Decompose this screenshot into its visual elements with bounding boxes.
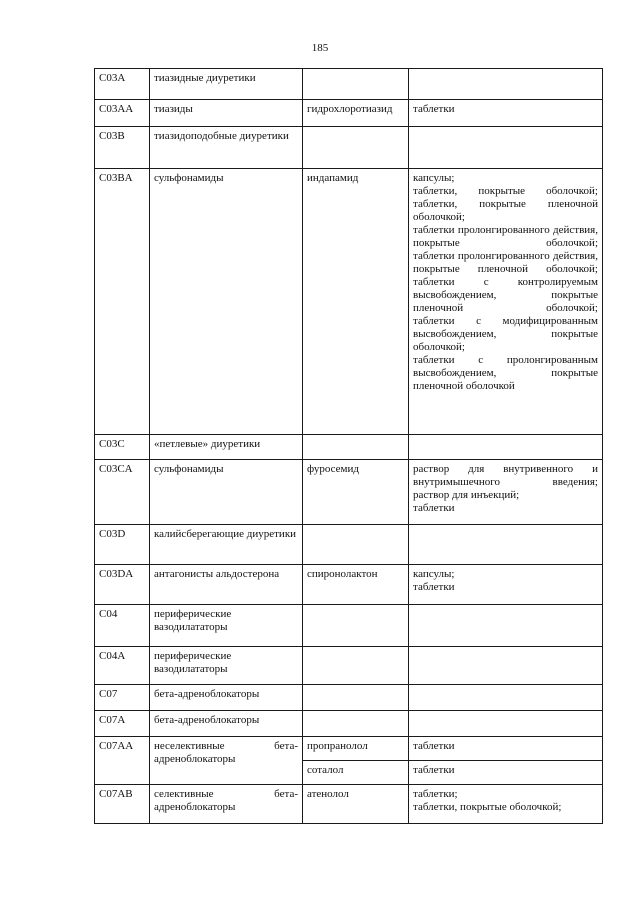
dosage-forms	[409, 565, 603, 605]
pharmacological-group: тиазидоподобные диуретики	[150, 127, 303, 169]
atc-code: C03CA	[95, 460, 150, 525]
drug-name	[303, 685, 409, 711]
dosage-forms	[409, 525, 603, 565]
dosage-form: таблетки	[413, 103, 455, 115]
pharmacological-group: сульфонамиды	[150, 169, 303, 435]
atc-code: C03A	[95, 69, 150, 100]
drug-name	[303, 127, 409, 169]
dosage-form: таблетки с пролонгированным высвобождением, покрытые пленочной оболочкой	[413, 354, 598, 392]
drug-name	[303, 647, 409, 685]
atc-code: C03D	[95, 525, 150, 565]
dosage-forms	[409, 711, 603, 737]
drug-name: фуросемид	[303, 460, 409, 525]
drug-name: соталол	[303, 761, 409, 785]
dosage-form: таблетки;	[413, 788, 458, 800]
dosage-forms	[409, 69, 603, 100]
atc-code: C07AA	[95, 737, 150, 785]
drug-name	[303, 711, 409, 737]
dosage-form: капсулы;	[413, 568, 455, 580]
table-row	[95, 737, 603, 761]
dosage-forms	[409, 737, 603, 761]
pharmacological-group: сульфонамиды	[150, 460, 303, 525]
pharmacological-group: тиазиды	[150, 100, 303, 127]
table-row	[95, 100, 603, 127]
dosage-form: раствор для инъекций;	[413, 489, 520, 501]
dosage-forms	[409, 785, 603, 824]
atc-code: C07A	[95, 711, 150, 737]
pharmacological-group: «петлевые» диуретики	[150, 435, 303, 460]
dosage-form: таблетки с контролируемым высвобождением, покрытые пленочной оболочкой;	[413, 276, 598, 314]
pharmacological-group: бета-адреноблокаторы	[150, 685, 303, 711]
table-row	[95, 711, 603, 737]
pharmacological-group: антагонисты альдостерона	[150, 565, 303, 605]
pharmacological-group: периферические вазодилататоры	[150, 647, 303, 685]
dosage-form: таблетки с модифицированным высвобождением, покрытые оболочкой;	[413, 315, 598, 353]
table-row	[95, 525, 603, 565]
dosage-form: таблетки	[413, 740, 455, 752]
dosage-form: таблетки пролонгированного действия, покрытые оболочкой;	[413, 224, 598, 249]
dosage-forms	[409, 647, 603, 685]
dosage-form: таблетки, покрытые пленочной оболочкой;	[413, 198, 598, 223]
table-row	[95, 460, 603, 525]
pharmacological-group: периферические вазодилататоры	[150, 605, 303, 647]
table-row	[95, 169, 603, 435]
table-row	[95, 647, 603, 685]
drug-name	[303, 435, 409, 460]
dosage-forms	[409, 100, 603, 127]
atc-code: C04A	[95, 647, 150, 685]
pharmacological-group: калийсберегающие диуретики	[150, 525, 303, 565]
table-row	[95, 685, 603, 711]
dosage-forms	[409, 169, 603, 435]
page-number: 185	[311, 42, 329, 54]
dosage-form: таблетки	[413, 502, 455, 514]
table-row	[95, 69, 603, 100]
dosage-form: таблетки	[413, 581, 455, 593]
table-row	[95, 435, 603, 460]
dosage-form: таблетки, покрытые оболочкой;	[413, 185, 598, 197]
drug-name: атенолол	[303, 785, 409, 824]
dosage-form: таблетки, покрытые оболочкой;	[413, 801, 562, 813]
pharmacological-group: тиазидные диуретики	[150, 69, 303, 100]
drug-name	[303, 69, 409, 100]
atc-code: C07	[95, 685, 150, 711]
drug-name: пропранолол	[303, 737, 409, 761]
pharmacological-group: неселективные бета-адреноблокаторы	[150, 737, 303, 785]
pharmacological-group: бета-адреноблокаторы	[150, 711, 303, 737]
dosage-forms	[409, 761, 603, 785]
table-row	[95, 605, 603, 647]
drug-name	[303, 525, 409, 565]
dosage-form: таблетки пролонгированного действия, покрытые пленочной оболочкой;	[413, 250, 598, 275]
drug-name: спиронолактон	[303, 565, 409, 605]
atc-code: C03B	[95, 127, 150, 169]
atc-code: C03BA	[95, 169, 150, 435]
drug-name	[303, 605, 409, 647]
atc-code: C03AA	[95, 100, 150, 127]
dosage-form: раствор для внутривенного и внутримышечного введения;	[413, 463, 598, 488]
dosage-forms	[409, 435, 603, 460]
atc-code: C03C	[95, 435, 150, 460]
pharmacological-group: селективные бета-адреноблокаторы	[150, 785, 303, 824]
drug-classification-table	[94, 68, 603, 824]
table-row	[95, 785, 603, 824]
table-row	[95, 565, 603, 605]
dosage-form: таблетки	[413, 764, 455, 776]
dosage-forms	[409, 460, 603, 525]
table-row	[95, 127, 603, 169]
dosage-forms	[409, 127, 603, 169]
atc-code: C04	[95, 605, 150, 647]
drug-name: индапамид	[303, 169, 409, 435]
dosage-form: капсулы;	[413, 172, 455, 184]
atc-code: C03DA	[95, 565, 150, 605]
dosage-forms	[409, 685, 603, 711]
atc-code: C07AB	[95, 785, 150, 824]
dosage-forms	[409, 605, 603, 647]
drug-name: гидрохлоротиазид	[303, 100, 409, 127]
